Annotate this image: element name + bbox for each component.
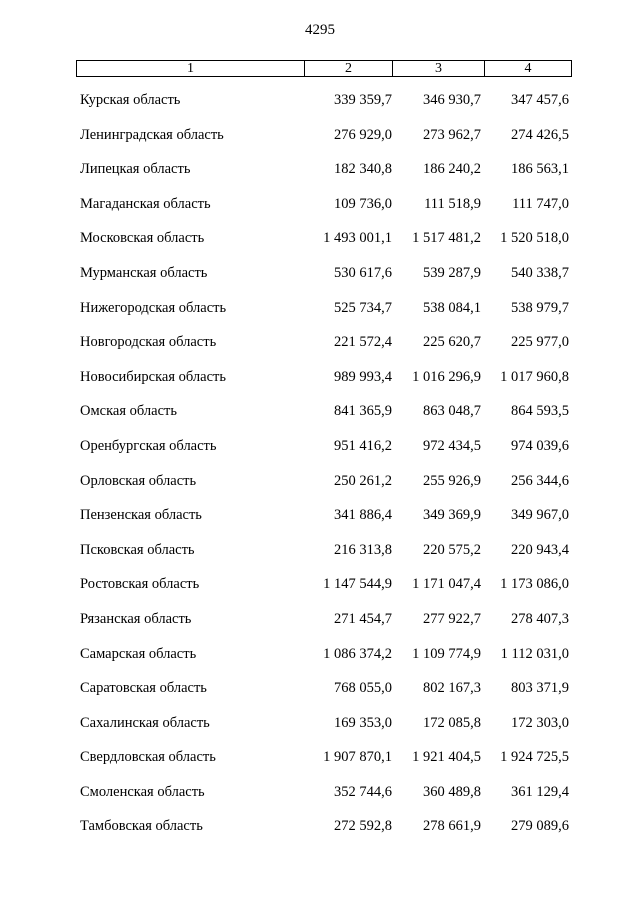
value-col-2: 768 055,0 — [334, 680, 392, 697]
region-name: Магаданская область — [80, 195, 211, 212]
value-col-4: 172 303,0 — [511, 714, 569, 731]
value-col-2: 341 886,4 — [334, 507, 392, 524]
value-col-3: 1 921 404,5 — [412, 749, 481, 766]
table-row — [0, 263, 640, 298]
table-row — [0, 644, 640, 679]
region-name: Липецкая область — [80, 161, 191, 178]
value-col-3: 111 518,9 — [424, 195, 481, 212]
value-col-2: 1 907 870,1 — [323, 749, 392, 766]
page-number: 4295 — [305, 22, 335, 38]
value-col-2: 1 086 374,2 — [323, 645, 392, 662]
value-col-2: 352 744,6 — [334, 783, 392, 800]
value-col-3: 972 434,5 — [423, 437, 481, 454]
table-row — [0, 436, 640, 471]
value-col-2: 216 313,8 — [334, 541, 392, 558]
value-col-3: 277 922,7 — [423, 610, 481, 627]
region-name: Саратовская область — [80, 680, 207, 697]
value-col-3: 346 930,7 — [423, 92, 481, 108]
header-cell-2: 2 — [305, 61, 393, 76]
region-name: Курская область — [80, 92, 181, 108]
value-col-4: 274 426,5 — [511, 126, 569, 143]
value-col-2: 951 416,2 — [334, 437, 392, 454]
region-name: Оренбургская область — [80, 437, 217, 454]
region-name: Новосибирская область — [80, 368, 226, 385]
value-col-4: 220 943,4 — [511, 541, 569, 558]
region-name: Омская область — [80, 403, 177, 420]
region-name: Нижегородская область — [80, 299, 227, 316]
value-col-3: 539 287,9 — [423, 264, 481, 281]
table-row — [0, 574, 640, 609]
value-col-3: 225 620,7 — [423, 334, 481, 351]
region-name: Московская область — [80, 230, 205, 247]
table-row — [0, 194, 640, 229]
value-col-2: 271 454,7 — [334, 610, 392, 627]
header-cell-4: 4 — [524, 61, 532, 76]
value-col-3: 255 926,9 — [423, 472, 481, 489]
table-row — [0, 816, 640, 851]
value-col-4: 186 563,1 — [511, 161, 569, 178]
region-name: Пензенская область — [80, 507, 202, 524]
region-name: Самарская область — [80, 645, 197, 662]
value-col-2: 1 147 544,9 — [323, 576, 392, 593]
value-col-3: 349 369,9 — [423, 507, 481, 524]
value-col-3: 1 109 774,9 — [412, 645, 481, 662]
region-name: Ленинградская область — [80, 126, 224, 143]
value-col-4: 1 520 518,0 — [500, 230, 569, 247]
table-row — [0, 159, 640, 194]
value-col-2: 182 340,8 — [334, 161, 392, 178]
table-row — [0, 678, 640, 713]
table-row — [0, 298, 640, 333]
value-col-4: 256 344,6 — [511, 472, 569, 489]
table-row — [0, 228, 640, 263]
value-col-2: 841 365,9 — [334, 403, 392, 420]
region-name: Тамбовская область — [80, 818, 203, 835]
region-name: Ростовская область — [80, 576, 200, 593]
value-col-4: 540 338,7 — [511, 264, 569, 281]
value-col-4: 361 129,4 — [511, 783, 569, 800]
table-row — [0, 471, 640, 506]
value-col-4: 864 593,5 — [511, 403, 569, 420]
header-cell-3: 3 — [393, 61, 485, 76]
value-col-3: 802 167,3 — [423, 680, 481, 697]
region-name: Псковская область — [80, 541, 195, 558]
value-col-2: 530 617,6 — [334, 264, 392, 281]
value-col-2: 989 993,4 — [334, 368, 392, 385]
value-col-3: 1 171 047,4 — [412, 576, 481, 593]
value-col-4: 538 979,7 — [511, 299, 569, 316]
value-col-4: 278 407,3 — [511, 610, 569, 627]
value-col-3: 172 085,8 — [423, 714, 481, 731]
value-col-3: 278 661,9 — [423, 818, 481, 835]
value-col-3: 273 962,7 — [423, 126, 481, 143]
value-col-2: 169 353,0 — [334, 714, 392, 731]
table-row — [0, 540, 640, 575]
value-col-2: 525 734,7 — [334, 299, 392, 316]
table-row — [0, 90, 640, 125]
value-col-4: 1 017 960,8 — [500, 368, 569, 385]
table-row — [0, 782, 640, 817]
header-cell-1: 1 — [77, 61, 305, 76]
table-row — [0, 609, 640, 644]
value-col-2: 276 929,0 — [334, 126, 392, 143]
value-col-2: 109 736,0 — [334, 195, 392, 212]
table-header — [76, 60, 572, 77]
value-col-4: 1 173 086,0 — [500, 576, 569, 593]
table-row — [0, 505, 640, 540]
table-row — [0, 713, 640, 748]
region-name: Сахалинская область — [80, 714, 210, 731]
value-col-2: 250 261,2 — [334, 472, 392, 489]
value-col-3: 220 575,2 — [423, 541, 481, 558]
value-col-3: 360 489,8 — [423, 783, 481, 800]
value-col-4: 225 977,0 — [511, 334, 569, 351]
value-col-4: 803 371,9 — [511, 680, 569, 697]
region-name: Смоленская область — [80, 783, 205, 800]
value-col-3: 538 084,1 — [423, 299, 481, 316]
value-col-4: 1 924 725,5 — [500, 749, 569, 766]
table-body — [0, 90, 640, 851]
value-col-4: 279 089,6 — [511, 818, 569, 835]
value-col-2: 221 572,4 — [334, 334, 392, 351]
value-col-4: 349 967,0 — [511, 507, 569, 524]
table-row — [0, 125, 640, 160]
table-row — [0, 401, 640, 436]
value-col-2: 272 592,8 — [334, 818, 392, 835]
table-row — [0, 367, 640, 402]
value-col-4: 974 039,6 — [511, 437, 569, 454]
value-col-3: 1 016 296,9 — [412, 368, 481, 385]
value-col-2: 1 493 001,1 — [323, 230, 392, 247]
table-row — [0, 332, 640, 367]
region-name: Новгородская область — [80, 334, 217, 351]
region-name: Свердловская область — [80, 749, 216, 766]
value-col-2: 339 359,7 — [334, 92, 392, 108]
region-name: Орловская область — [80, 472, 197, 489]
value-col-4: 1 112 031,0 — [500, 645, 569, 662]
value-col-4: 347 457,6 — [511, 92, 569, 108]
region-name: Мурманская область — [80, 264, 208, 281]
value-col-3: 863 048,7 — [423, 403, 481, 420]
table-row — [0, 747, 640, 782]
value-col-3: 186 240,2 — [423, 161, 481, 178]
region-name: Рязанская область — [80, 610, 192, 627]
value-col-3: 1 517 481,2 — [412, 230, 481, 247]
value-col-4: 111 747,0 — [512, 195, 569, 212]
